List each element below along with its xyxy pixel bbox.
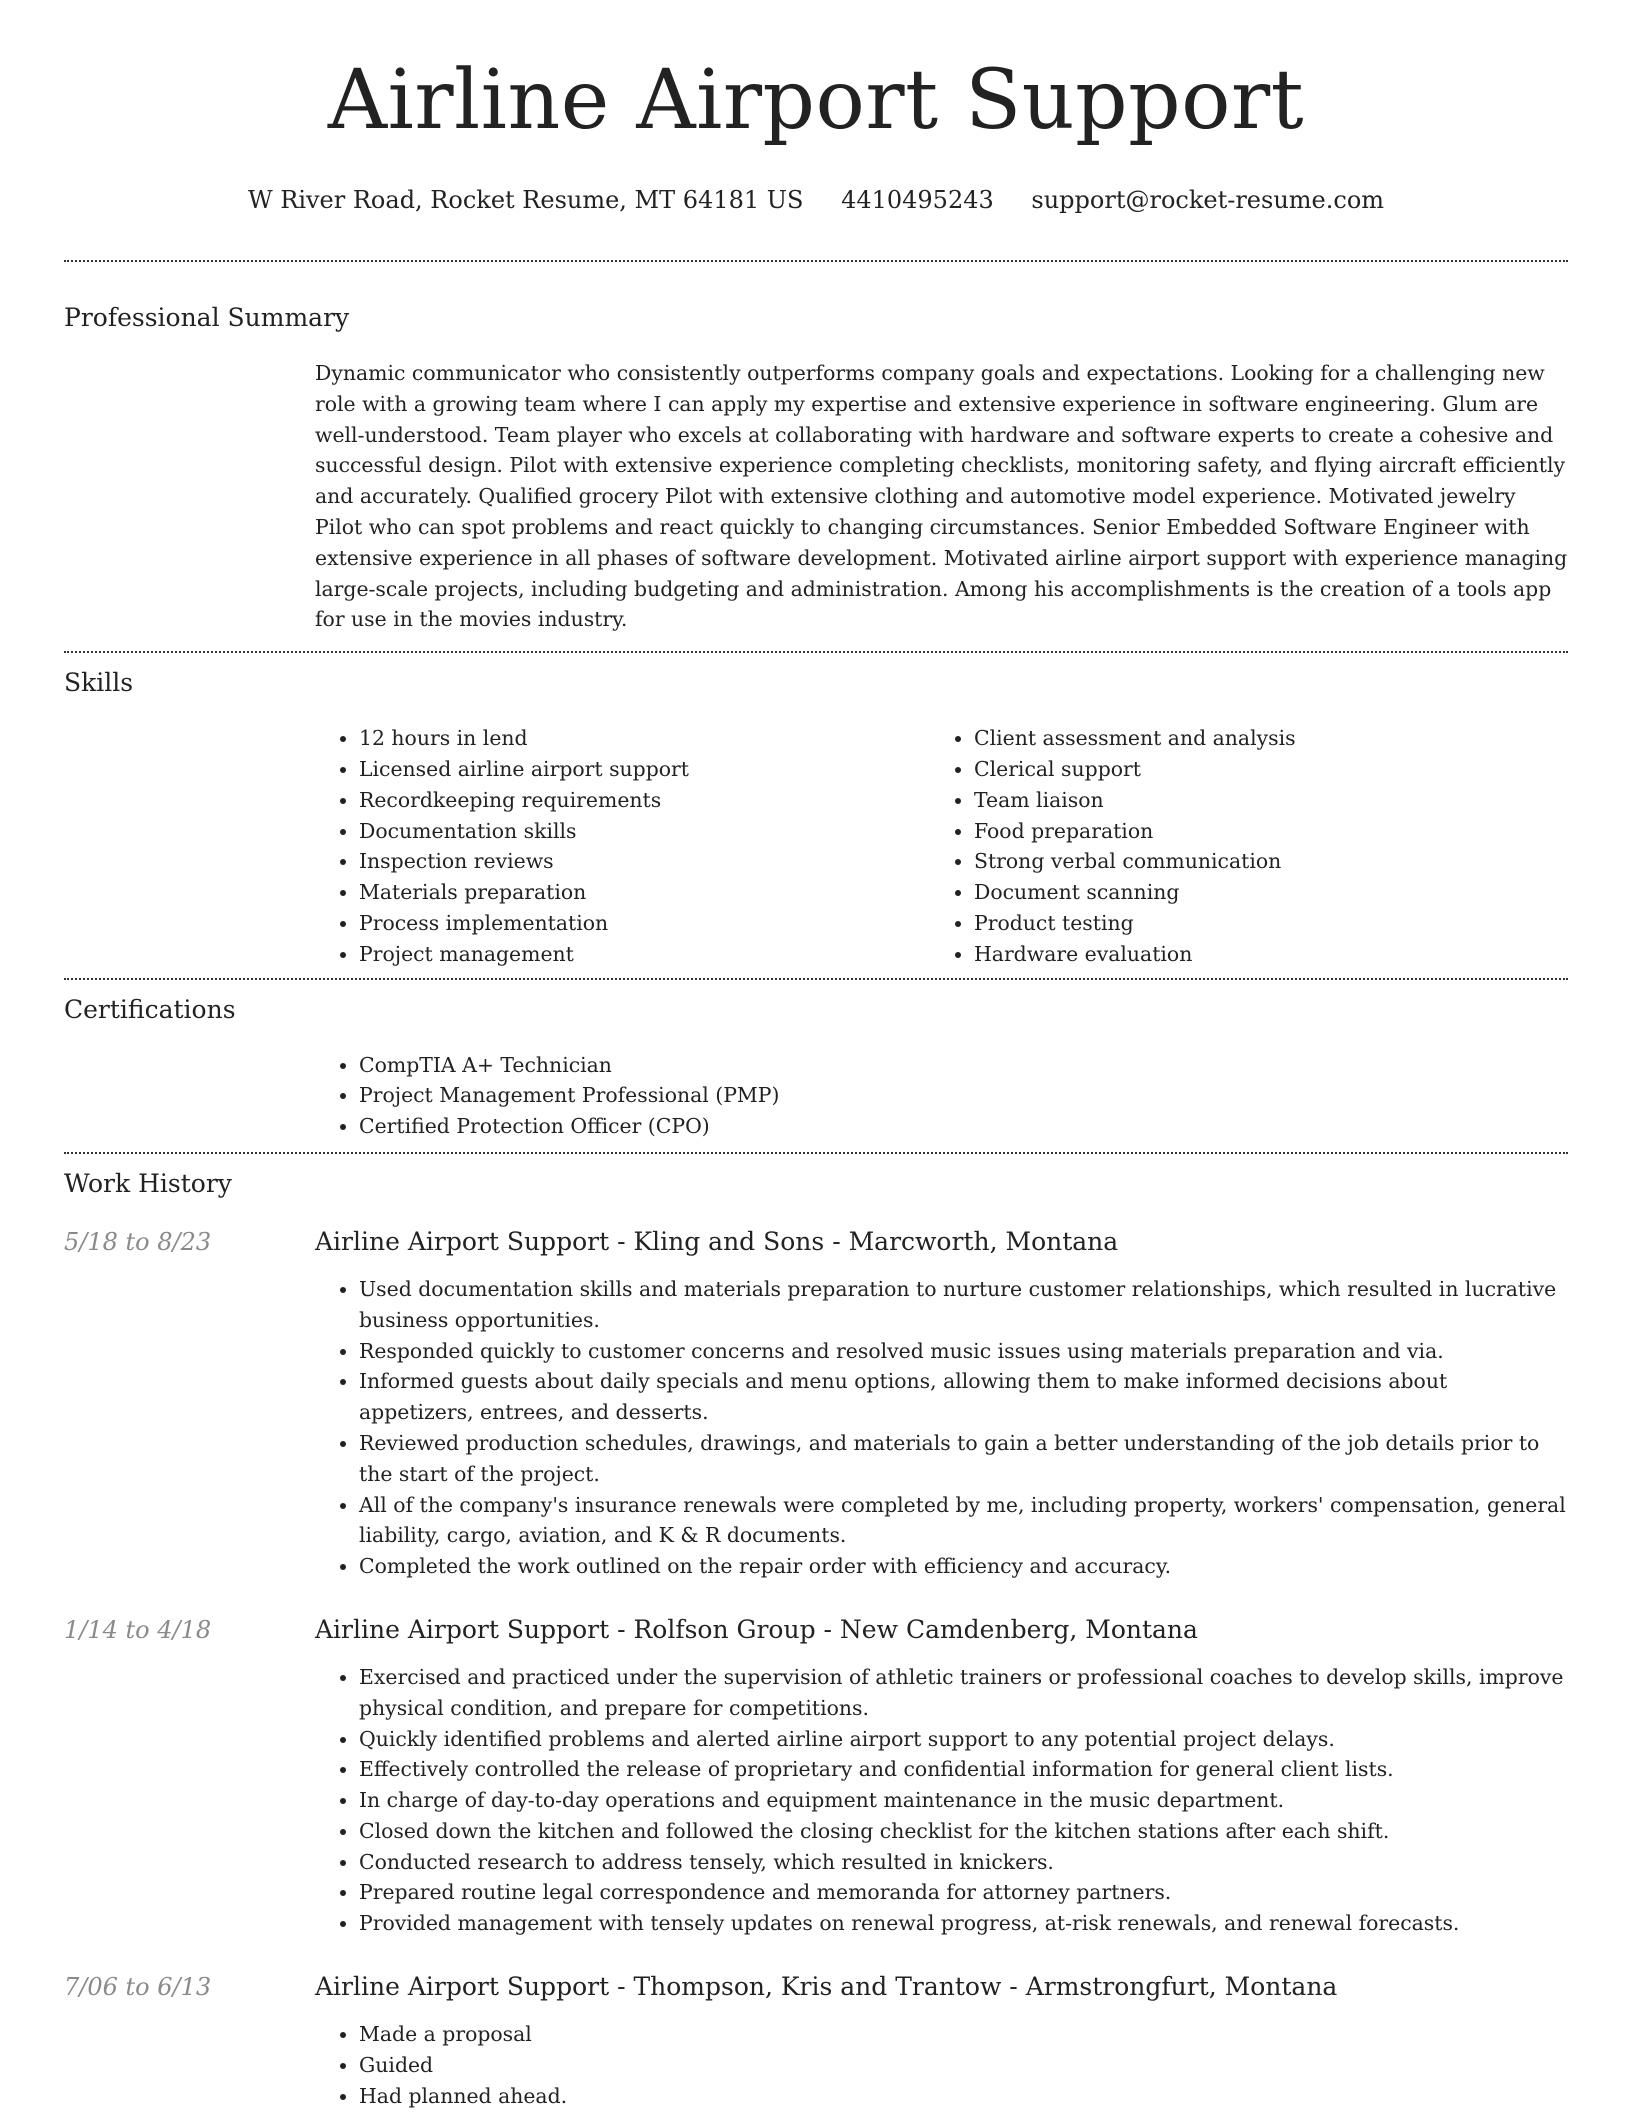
- list-item: • Licensed airline airport support: [359, 754, 930, 785]
- certifications-section: [64, 980, 1568, 1152]
- list-item: • Materials preparation: [359, 877, 930, 908]
- list-item: • Client assessment and analysis: [974, 723, 1545, 754]
- section-title-summary: Professional Summary: [64, 303, 350, 332]
- contact-address: W River Road, Rocket Resume, MT 64181 US: [247, 186, 804, 214]
- list-item: • Conducted research to address tensely, which resulted in knickers.: [359, 1847, 1568, 1878]
- section-title-work-history: Work History: [64, 1168, 232, 1198]
- list-item: • Clerical support: [974, 754, 1545, 785]
- job-dates: 1/14 to 4/18: [64, 1615, 212, 1644]
- list-item: • Project management: [359, 939, 930, 970]
- list-item: • In charge of day-to-day operations and equipment maintenance in the music department.: [359, 1785, 1568, 1816]
- list-item: • CompTIA A+ Technician: [359, 1050, 1568, 1081]
- list-item: • Exercised and practiced under the supervision of athletic trainers or professional coaches to develop skills, improve physical condition, and prepare for competitions.: [359, 1662, 1568, 1724]
- list-item: • Food preparation: [974, 816, 1545, 847]
- job-details: [315, 1226, 1568, 1582]
- list-item: • Informed guests about daily specials and menu options, allowing them to make informed decisions about appetizers, entrees, and desserts.: [359, 1366, 1568, 1428]
- skills-column-left: [315, 723, 930, 969]
- job-details: [315, 1971, 1568, 2111]
- job-bullets: [315, 2019, 1568, 2111]
- list-item: • Used documentation skills and materials preparation to nurture customer relationships, which resulted in lucrative business opportunities.: [359, 1274, 1568, 1336]
- list-item: • Provided management with tensely updates on renewal progress, at-risk renewals, and renewal forecasts.: [359, 1908, 1568, 1939]
- job-entry: [64, 1971, 1568, 2111]
- list-item: • Process implementation: [359, 908, 930, 939]
- list-item: • Document scanning: [974, 877, 1545, 908]
- skills-list-right: [930, 723, 1545, 969]
- list-item: • Hardware evaluation: [974, 939, 1545, 970]
- job-entry: [64, 1226, 1568, 1582]
- job-bullets: [315, 1274, 1568, 1582]
- list-item: • Completed the work outlined on the repair order with efficiency and accuracy.: [359, 1551, 1568, 1582]
- section-title-certifications: Certifications: [64, 994, 236, 1024]
- contact-email: support@rocket-resume.com: [1031, 186, 1385, 214]
- list-item: • Quickly identified problems and alerted airline airport support to any potential project delays.: [359, 1724, 1568, 1755]
- work-history-section: [64, 1154, 1568, 2112]
- list-item: • Inspection reviews: [359, 846, 930, 877]
- list-item: • Recordkeeping requirements: [359, 785, 930, 816]
- certifications-list: [315, 1050, 1568, 1142]
- contact-line: [64, 184, 1568, 216]
- list-item: • Documentation skills: [359, 816, 930, 847]
- job-title: Airline Airport Support - Rolfson Group - New Camdenberg, Montana: [315, 1614, 1198, 1644]
- list-item: • Closed down the kitchen and followed the closing checklist for the kitchen stations after each shift.: [359, 1816, 1568, 1847]
- list-item: • Certified Protection Officer (CPO): [359, 1111, 1568, 1142]
- job-details: [315, 1614, 1568, 1939]
- list-item: • Team liaison: [974, 785, 1545, 816]
- job-title: Airline Airport Support - Thompson, Kris and Trantow - Armstrongfurt, Montana: [315, 1972, 1338, 2002]
- job-dates: 7/06 to 6/13: [64, 1973, 212, 2002]
- list-item: • Prepared routine legal correspondence and memoranda for attorney partners.: [359, 1877, 1568, 1908]
- list-item: • Had planned ahead.: [359, 2081, 1568, 2112]
- list-item: • Strong verbal communication: [974, 846, 1545, 877]
- job-title: Airline Airport Support - Kling and Sons - Marcworth, Montana: [315, 1226, 1119, 1256]
- contact-phone: 4410495243: [841, 186, 994, 214]
- list-item: • Responded quickly to customer concerns and resolved music issues using materials preparation and via.: [359, 1336, 1568, 1367]
- candidate-name: Airline Airport Support: [327, 53, 1305, 148]
- skills-column-right: [930, 723, 1545, 969]
- list-item: • All of the company's insurance renewals were completed by me, including property, workers' compensation, general liability, cargo, aviation, and K & R documents.: [359, 1490, 1568, 1552]
- skills-section: [64, 653, 1568, 977]
- summary-text: Dynamic communicator who consistently outperforms company goals and expectations. Looking for a challenging new role with a growing team where I can apply my expertise and extensive experience in software engineering. Glum are well-understood. Team player who excels at collaborating with hardware and software experts to create a cohesive and successful design. Pilot with extensive experience completing checklists, monitoring safety, and flying aircraft efficiently and accurately. Qualified grocery Pilot with extensive clothing and automotive model experience. Motivated jewelry Pilot who can spot problems and react quickly to changing circumstances. Senior Embedded Software Engineer with extensive experience in all phases of software development. Motivated airline airport support with experience managing large-scale projects, including budgeting and administration. Among his accomplishments is the creation of a tools app for use in the movies industry.: [315, 361, 1568, 632]
- list-item: • Project Management Professional (PMP): [359, 1080, 1568, 1111]
- summary-section: [64, 262, 1568, 651]
- list-item: • Reviewed production schedules, drawings, and materials to gain a better understanding of the job details prior to the start of the project.: [359, 1428, 1568, 1490]
- list-item: • Product testing: [974, 908, 1545, 939]
- list-item: • Made a proposal: [359, 2019, 1568, 2050]
- section-title-skills: Skills: [64, 668, 134, 698]
- list-item: • 12 hours in lend: [359, 723, 930, 754]
- job-bullets: [315, 1662, 1568, 1939]
- list-item: • Effectively controlled the release of proprietary and confidential information for general client lists.: [359, 1754, 1568, 1785]
- job-entry: [64, 1614, 1568, 1939]
- list-item: • Guided: [359, 2050, 1568, 2081]
- skills-columns: [315, 723, 1568, 977]
- job-dates: 5/18 to 8/23: [64, 1227, 212, 1256]
- skills-list-left: [315, 723, 930, 969]
- certifications-body: [315, 1050, 1568, 1152]
